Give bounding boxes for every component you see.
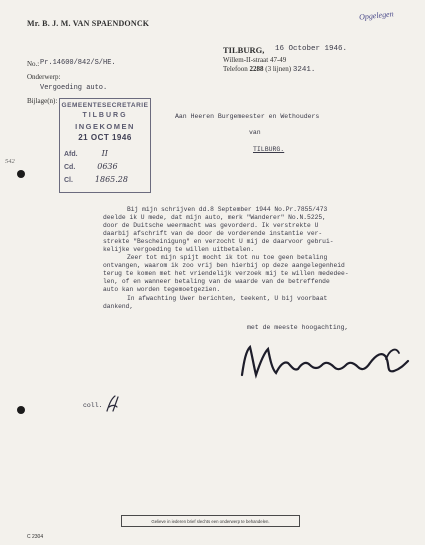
letterhead-street: Willem-II-straat 47-49 <box>223 56 287 64</box>
telephone-label: Telefoon <box>223 65 248 73</box>
body-line: deelde ik U mede, dat mijn auto, merk "Wanderer" No.N.5225, <box>103 214 326 221</box>
addressee-line-1: Aan Heeren Burgemeester en Wethouders <box>175 113 320 120</box>
handwritten-initials <box>103 393 121 415</box>
handwritten-margin-note: Opgelegen <box>358 9 395 22</box>
letterhead-telephone <box>223 65 315 74</box>
body-line: len, of en wanneer betaling van de waarde van de betreffende <box>103 278 330 285</box>
stamp-date: 21 OCT 1946 <box>78 133 132 142</box>
sender-name: Mr. B. J. M. VAN SPAENDONCK <box>27 19 150 28</box>
body-line: terug te komen met het vriendelijk verzoek mij te willen mededee- <box>103 270 349 277</box>
body-line: kelijke vergoeding te willen uitbetalen. <box>103 246 255 253</box>
addressee-line-2: van <box>249 129 261 136</box>
body-line: Zeer tot mijn spijt mocht ik tot nu toe geen betaling <box>127 254 328 261</box>
body-line: ontvangen, waarom ik zoo vrij ben hierbij op deze aangelegenheid <box>103 262 345 269</box>
reference-no-value: Pr.14600/842/S/HE. <box>40 59 116 67</box>
telephone-number: 3241. <box>292 66 316 74</box>
subject-value: Vergoeding auto. <box>40 84 108 92</box>
stamp-line-secretariat: GEMEENTESECRETARIE <box>61 102 149 109</box>
body-line: strekte "Bescheinigung" en verzocht U mij de daarvoor gebrui- <box>103 238 334 245</box>
stamp-line-received: INGEKOMEN <box>75 122 135 131</box>
body-line: dankend, <box>103 303 134 310</box>
form-code: C 2304 <box>27 534 44 540</box>
stamp-number-row: Cl. 1865.28 <box>64 175 128 184</box>
body-line: Bij mijn schrijven dd.8 September 1944 No.Pr.7855/473 <box>127 206 328 213</box>
body-line: In afwachting Uwer berichten, teekent, U bij voorbaat <box>127 295 328 302</box>
stamp-afd-row: Afd. II <box>64 149 108 158</box>
punch-hole-bottom <box>17 406 25 414</box>
telephone-suffix: (3 lijnen) <box>265 65 292 73</box>
addressee-city: TILBURG. <box>253 146 285 153</box>
subject-label: Onderwerp: <box>27 73 61 81</box>
reference-no-label: No.: <box>27 60 40 68</box>
body-line: daarbij afschrift van de door de vorderende instantie ver- <box>103 230 323 237</box>
body-line: auto kan worden tegemoetgezien. <box>103 286 221 293</box>
stamp-line-city: TILBURG <box>82 112 128 119</box>
telephone-prefix: 2288 <box>249 65 264 73</box>
closing-line: met de meeste hoogachting, <box>247 324 349 331</box>
side-pencil-number: 542 <box>5 158 15 165</box>
received-stamp <box>59 98 151 193</box>
attachments-label: Bijlage(n): <box>27 97 58 105</box>
letter-date: 16 October 1946. <box>275 45 348 53</box>
coll-label: coll. <box>83 402 103 409</box>
handwritten-signature <box>236 341 416 383</box>
footer-instruction-box <box>121 515 300 527</box>
letterhead-city: TILBURG, <box>223 45 265 55</box>
stamp-code-row: Cd. 0636 <box>64 162 118 171</box>
body-line: door de Duitsche weermacht was gevorderd. Ik verstrekte U <box>103 222 319 229</box>
punch-hole-top <box>17 170 25 178</box>
footer-instruction: Gelieve in iederen brief slechts een onderwerp te behandelen. <box>151 518 270 524</box>
